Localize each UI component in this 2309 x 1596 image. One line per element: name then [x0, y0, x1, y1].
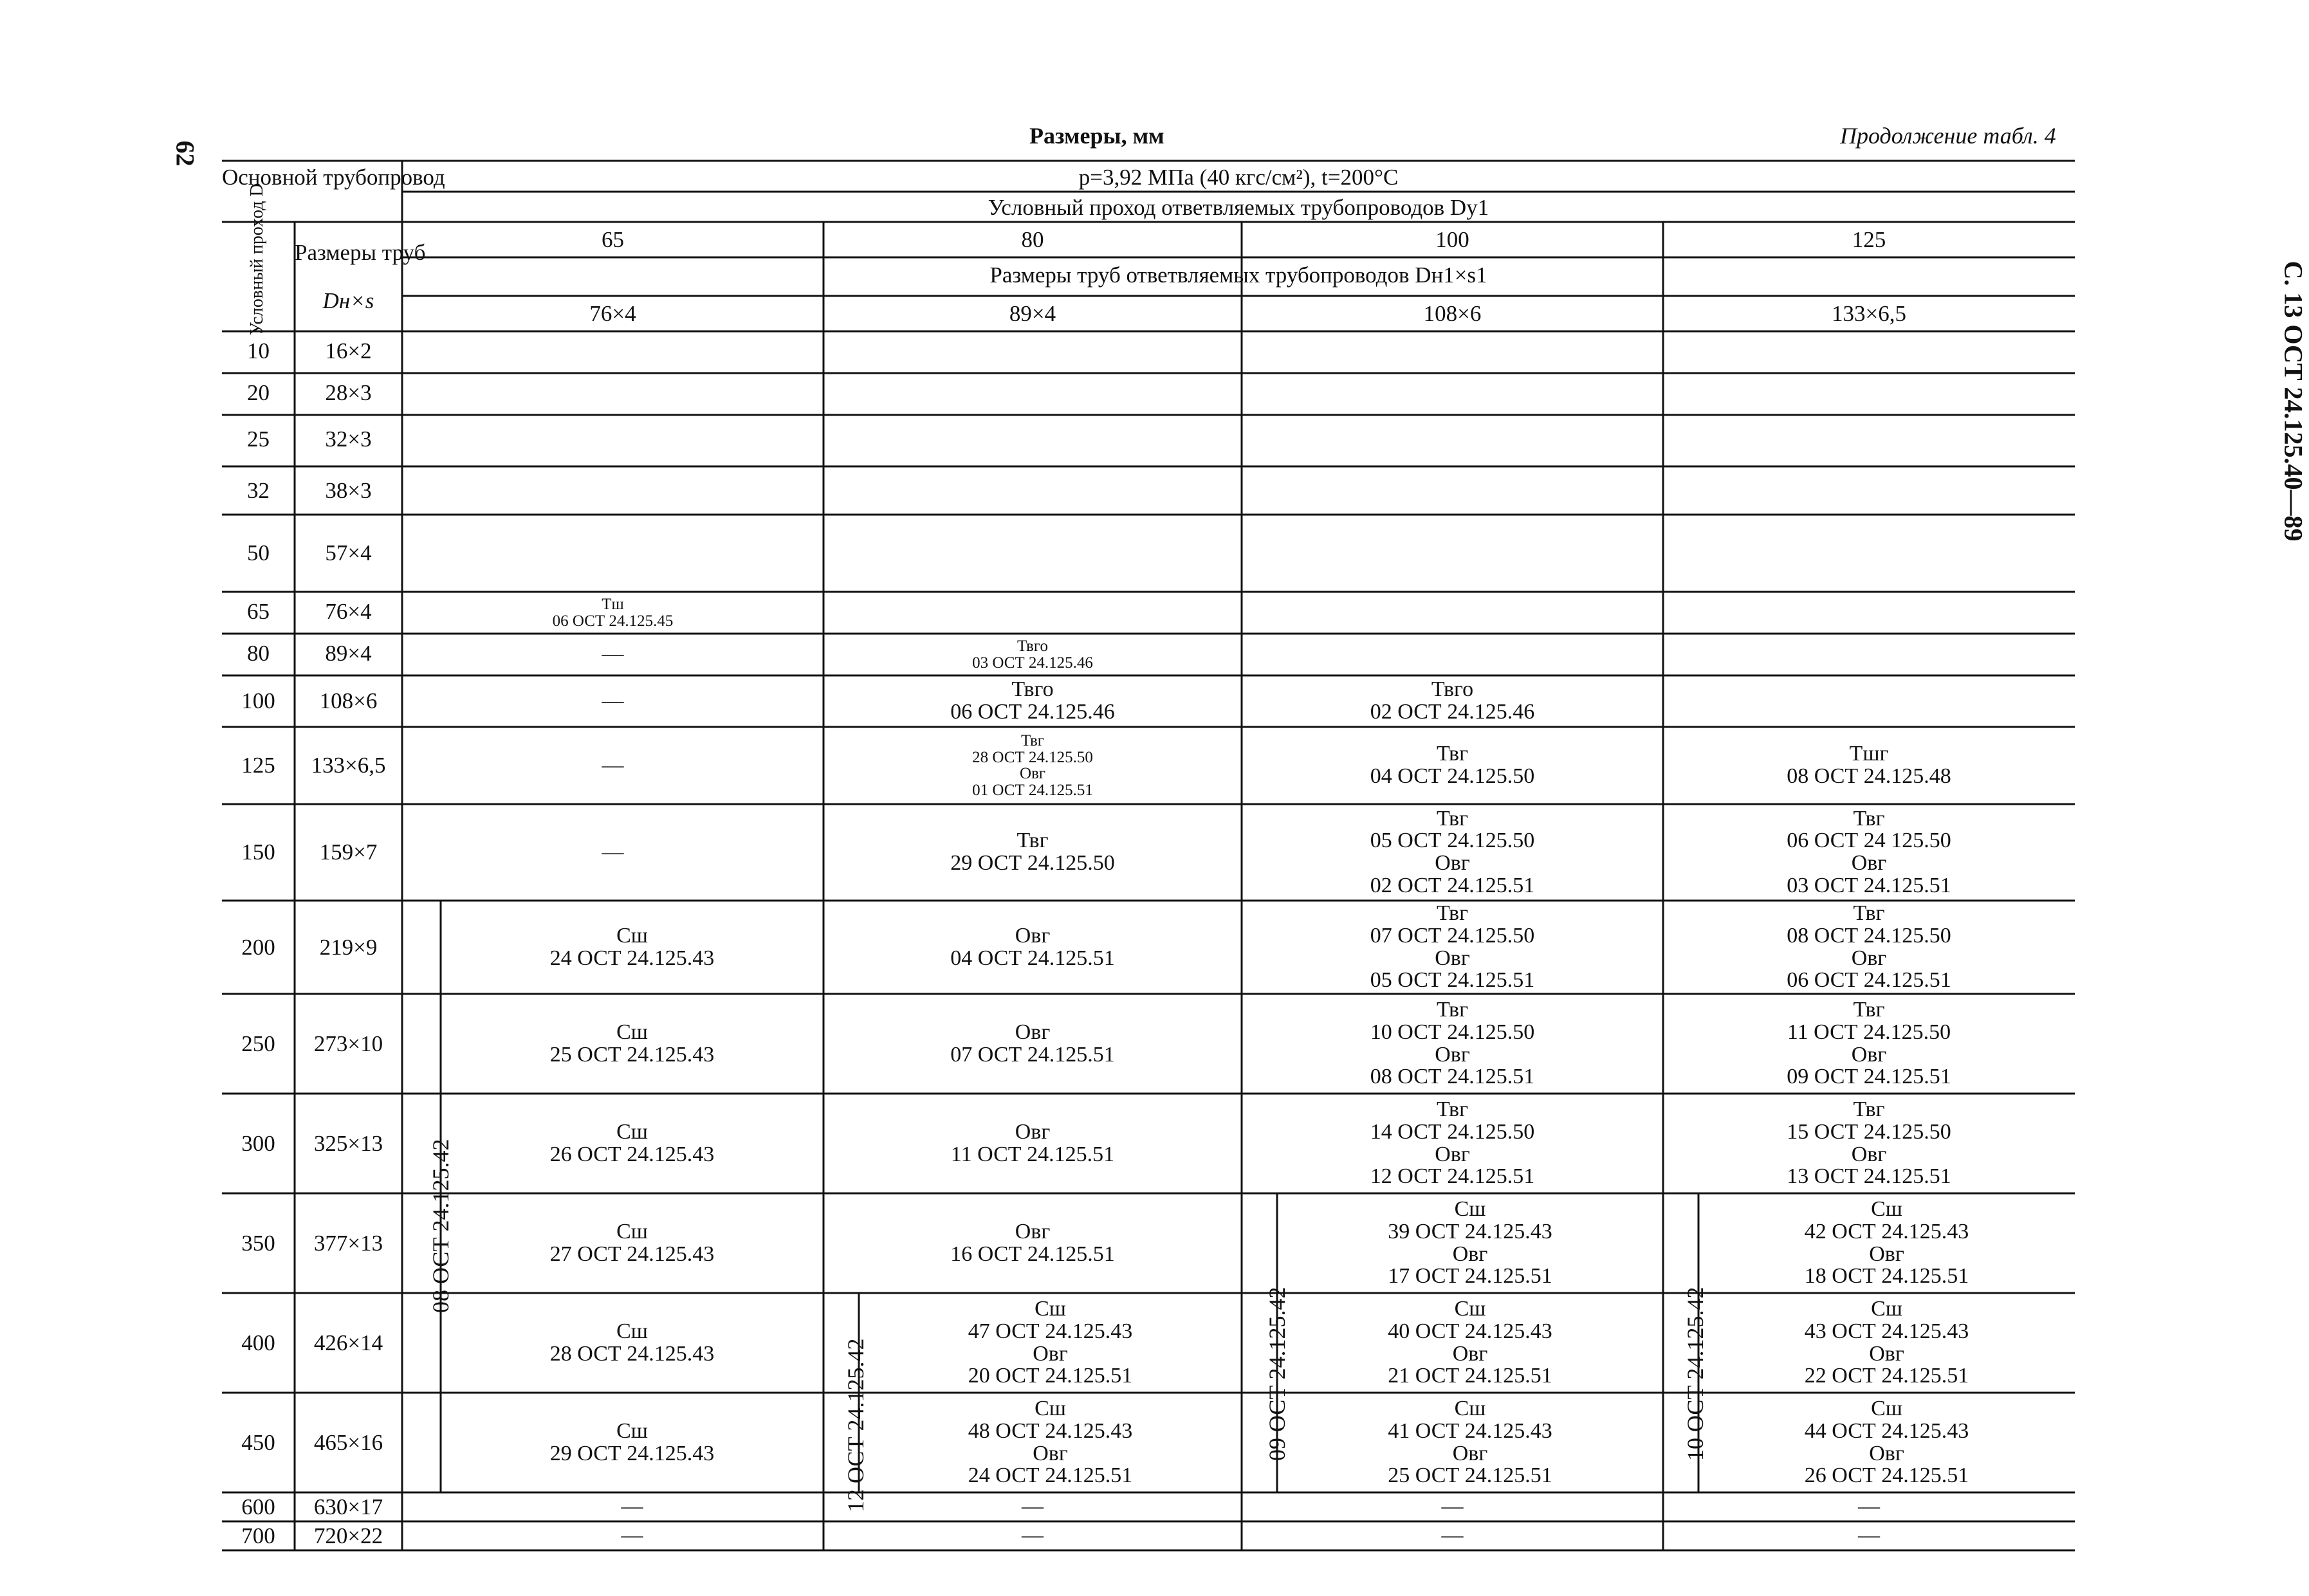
cell-line: 01 ОСТ 24.125.51	[972, 781, 1093, 799]
cell-line: 12 ОСТ 24.125.51	[1370, 1164, 1535, 1189]
row-size: 273×10	[313, 1031, 383, 1056]
cell-line: Твг	[1436, 742, 1469, 766]
cell-line: Сш	[616, 923, 648, 948]
table-cell	[823, 733, 1242, 798]
cell-line: Твг	[1436, 901, 1469, 926]
row-dy: 32	[247, 478, 270, 503]
row-size: 465×16	[313, 1430, 383, 1455]
table-units-caption: Размеры, мм	[1029, 123, 1164, 149]
cell-line: Твг	[1853, 1097, 1885, 1122]
cell-line: 48 ОСТ 24.125.43	[968, 1418, 1133, 1443]
dash-mark: —	[602, 839, 624, 864]
row-dy: 125	[241, 753, 275, 778]
cell-line: 07 ОСТ 24.125.51	[950, 1042, 1115, 1067]
branch-size-100: 108×6	[1423, 301, 1482, 326]
cell-line: Твг	[1853, 806, 1885, 830]
cell-line: 25 ОСТ 24.125.51	[1388, 1463, 1552, 1488]
cell-line: Сш	[1454, 1397, 1486, 1421]
cell-line: Овг	[1435, 946, 1470, 970]
dash-mark: —	[1022, 1523, 1044, 1548]
cell-line: Тш	[602, 596, 624, 613]
cell-line: Овг	[1033, 1441, 1068, 1465]
row-dy: 100	[241, 688, 275, 713]
cell-line: Сш	[1871, 1297, 1902, 1321]
cell-line: Твг	[1017, 829, 1049, 853]
table-cell	[1698, 1298, 2075, 1388]
cell-line: 02 ОСТ 24.125.46	[1370, 700, 1535, 724]
row-size: 720×22	[313, 1523, 383, 1548]
vertical-standard-col80: 12 ОСТ 24.125.42	[843, 1338, 869, 1512]
table-cell	[402, 841, 823, 864]
cell-line: Сш	[616, 1319, 648, 1343]
dash-mark: —	[1858, 1494, 1880, 1519]
vertical-standard-col65: 08 ОСТ 24.125.42	[428, 1139, 454, 1313]
cell-line: Сш	[1035, 1297, 1066, 1321]
dash-mark: —	[1441, 1523, 1464, 1548]
cell-line: Овг	[1851, 1142, 1887, 1166]
vertical-standard-col100: 09 ОСТ 24.125.42	[1264, 1287, 1290, 1461]
cell-line: 29 ОСТ 24.125.43	[549, 1441, 715, 1465]
branch-size-65: 76×4	[589, 301, 636, 326]
cell-line: Овг	[1033, 1341, 1068, 1366]
table-cell	[1663, 808, 2075, 897]
cell-line: Овг	[1435, 1042, 1470, 1067]
table-cell	[1277, 1298, 1663, 1388]
cell-line: Твг	[1436, 1097, 1469, 1122]
cell-line: 15 ОСТ 24.125.50	[1787, 1119, 1951, 1144]
cell-line: 28 ОСТ 24.125.50	[972, 748, 1093, 766]
cell-line: Сш	[1871, 1397, 1902, 1421]
table-cell	[1698, 1398, 2075, 1487]
branch-dy-100: 100	[1435, 227, 1469, 252]
table-cell	[823, 1221, 1242, 1265]
cell-line: Твг	[1853, 901, 1885, 926]
row-size: 630×17	[313, 1494, 383, 1519]
row-size: 28×3	[325, 380, 372, 405]
table-cell	[823, 679, 1242, 723]
cell-line: Сш	[616, 1219, 648, 1243]
table-cell	[441, 925, 823, 969]
vertical-standard-col125: 10 ОСТ 24.125.42	[1682, 1287, 1708, 1461]
corner-title: Основной трубопровод	[222, 165, 445, 190]
table-cell	[1242, 1099, 1663, 1188]
cell-line: Сш	[1871, 1197, 1902, 1222]
cell-line: Овг	[1452, 1341, 1488, 1366]
cell-line: 04 ОСТ 24.125.50	[1370, 764, 1535, 788]
cell-line: Овг	[1015, 1020, 1051, 1044]
row-dy: 400	[241, 1330, 275, 1355]
cell-line: Сш	[1454, 1297, 1486, 1321]
col-size-sub: Dн×s	[322, 288, 374, 313]
table-cell	[1663, 1099, 2075, 1188]
cell-line: 08 ОСТ 24.125.48	[1787, 764, 1951, 788]
cell-line: Твг	[1020, 732, 1045, 749]
cell-line: Овг	[1851, 1042, 1887, 1067]
table-cell	[1663, 1525, 2075, 1547]
cell-line: 24 ОСТ 24.125.43	[549, 946, 715, 970]
table-cell	[823, 1022, 1242, 1066]
table-cell	[1663, 743, 2075, 787]
table-cell	[823, 1496, 1242, 1518]
table-cell	[1242, 1525, 1663, 1547]
row-size: 32×3	[325, 427, 372, 452]
page-number: 62	[170, 140, 200, 167]
cell-line: 05 ОСТ 24.125.51	[1370, 968, 1535, 993]
cell-line: 09 ОСТ 24.125.51	[1787, 1065, 1951, 1089]
cell-line: 42 ОСТ 24.125.43	[1804, 1219, 1969, 1243]
col-dy-header: Условный проход D	[247, 183, 267, 335]
row-size: 219×9	[319, 935, 378, 960]
row-size: 76×4	[325, 599, 372, 624]
cell-line: 06 ОСТ 24 125.50	[1787, 829, 1951, 853]
table-cell	[1242, 1496, 1663, 1518]
table-cell	[859, 1398, 1242, 1487]
row-size: 108×6	[319, 688, 378, 713]
cell-line: Сш	[616, 1418, 648, 1443]
table-cell	[823, 830, 1242, 874]
dash-mark: —	[621, 1523, 643, 1548]
table-cell	[1663, 1496, 2075, 1518]
cell-line: 08 ОСТ 24.125.50	[1787, 923, 1951, 948]
table-cell	[402, 690, 823, 713]
table-cell	[441, 1420, 823, 1465]
cell-line: 29 ОСТ 24.125.50	[950, 851, 1115, 875]
table-cell	[1242, 743, 1663, 787]
row-size: 377×13	[313, 1231, 383, 1256]
branch-size-125: 133×6,5	[1832, 301, 1906, 326]
table-cell	[402, 596, 823, 629]
cell-line: Твг	[1436, 998, 1469, 1022]
cell-line: 04 ОСТ 24.125.51	[950, 946, 1115, 970]
cell-line: Овг	[1015, 1119, 1051, 1144]
branch-size-80: 89×4	[1009, 301, 1056, 326]
row-dy: 200	[241, 935, 275, 960]
table-cell	[441, 1321, 823, 1365]
cell-line: 16 ОСТ 24.125.51	[950, 1242, 1115, 1266]
cell-line: 24 ОСТ 24.125.51	[968, 1463, 1133, 1488]
cell-line: 11 ОСТ 24.125.51	[950, 1142, 1115, 1166]
cell-line: Овг	[1435, 851, 1470, 875]
cell-line: 25 ОСТ 24.125.43	[549, 1042, 715, 1067]
col-size-header: Размеры труб	[295, 240, 426, 265]
cell-line: Твг	[1853, 998, 1885, 1022]
cell-line: 21 ОСТ 24.125.51	[1388, 1364, 1552, 1388]
cell-line: 03 ОСТ 24.125.51	[1787, 873, 1951, 897]
cell-line: Овг	[1869, 1341, 1904, 1366]
row-dy: 700	[241, 1523, 275, 1548]
dash-mark: —	[602, 688, 624, 713]
table-cell	[823, 638, 1242, 671]
cell-line: 28 ОСТ 24.125.43	[549, 1341, 715, 1366]
dash-mark: —	[1022, 1494, 1044, 1519]
cell-line: 47 ОСТ 24.125.43	[968, 1319, 1133, 1343]
table-cell	[1663, 999, 2075, 1088]
cell-line: Сш	[616, 1020, 648, 1044]
cell-line: Овг	[1869, 1242, 1904, 1266]
cell-line: Овг	[1452, 1242, 1488, 1266]
row-size: 89×4	[325, 641, 372, 666]
cell-line: Сш	[1035, 1397, 1066, 1421]
row-dy: 25	[247, 427, 270, 452]
table-cell	[441, 1022, 823, 1066]
cell-line: 14 ОСТ 24.125.50	[1370, 1119, 1535, 1144]
row-dy: 250	[241, 1031, 275, 1056]
row-dy: 65	[247, 599, 270, 624]
cell-line: Овг	[1452, 1441, 1488, 1465]
row-size: 38×3	[325, 478, 372, 503]
table-cell	[441, 1496, 823, 1518]
cell-line: 39 ОСТ 24.125.43	[1388, 1219, 1552, 1243]
cell-line: 26 ОСТ 24.125.43	[549, 1142, 715, 1166]
cell-line: 03 ОСТ 24.125.46	[972, 654, 1093, 672]
dash-mark: —	[602, 753, 624, 777]
table-cell	[1663, 903, 2075, 992]
table-cell	[823, 1121, 1242, 1166]
row-size: 159×7	[319, 839, 378, 865]
cell-line: 18 ОСТ 24.125.51	[1804, 1264, 1969, 1289]
row-dy: 150	[241, 839, 275, 865]
cell-line: 06 ОСТ 24.125.51	[1787, 968, 1951, 993]
cell-line: Сш	[616, 1119, 648, 1144]
cell-line: 20 ОСТ 24.125.51	[968, 1364, 1133, 1388]
table-cell	[1242, 903, 1663, 992]
cell-line: 43 ОСТ 24.125.43	[1804, 1319, 1969, 1343]
cell-line: 13 ОСТ 24.125.51	[1787, 1164, 1951, 1189]
row-dy: 80	[247, 641, 270, 666]
cell-line: Овг	[1869, 1441, 1904, 1465]
branch-dy-125: 125	[1852, 227, 1886, 252]
cell-line: 22 ОСТ 24.125.51	[1804, 1364, 1969, 1388]
cell-line: 07 ОСТ 24.125.50	[1370, 923, 1535, 948]
table-cell	[441, 1525, 823, 1547]
cell-line: Овг	[1015, 1219, 1051, 1243]
cell-line: Тшг	[1849, 742, 1889, 766]
cell-line: 40 ОСТ 24.125.43	[1388, 1319, 1552, 1343]
row-size: 426×14	[313, 1330, 383, 1355]
cell-line: 06 ОСТ 24.125.46	[950, 700, 1115, 724]
cell-line: Твго	[1431, 677, 1474, 702]
table-cell	[1698, 1198, 2075, 1288]
row-dy: 20	[247, 380, 270, 405]
cell-line: 06 ОСТ 24.125.45	[552, 612, 674, 630]
dash-mark: —	[602, 642, 624, 666]
table-cell	[1277, 1398, 1663, 1487]
row-dy: 350	[241, 1231, 275, 1256]
row-size: 16×2	[325, 338, 372, 363]
row-dy: 300	[241, 1131, 275, 1156]
cell-line: 10 ОСТ 24.125.50	[1370, 1020, 1535, 1044]
cell-line: Твго	[1011, 677, 1054, 702]
table-cell	[1242, 808, 1663, 897]
cell-line: Овг	[1435, 1142, 1470, 1166]
table-cell	[402, 643, 823, 666]
table-continuation-caption: Продолжение табл. 4	[1840, 123, 2056, 149]
dash-mark: —	[1858, 1523, 1880, 1548]
side-standard-label: С. 13 ОСТ 24.125.40—89	[2279, 261, 2308, 542]
branch-dy-80: 80	[1021, 227, 1044, 252]
dash-mark: —	[1441, 1494, 1464, 1519]
row-size: 325×13	[313, 1131, 383, 1156]
cell-line: 08 ОСТ 24.125.51	[1370, 1065, 1535, 1089]
table-cell	[441, 1221, 823, 1265]
cell-line: Овг	[1851, 946, 1887, 970]
cell-line: 27 ОСТ 24.125.43	[549, 1242, 715, 1266]
cell-line: 44 ОСТ 24.125.43	[1804, 1418, 1969, 1443]
cell-line: Овг	[1851, 851, 1887, 875]
branch-dy-65: 65	[602, 227, 624, 252]
cell-line: 11 ОСТ 24.125.50	[1787, 1020, 1951, 1044]
pressure-title: p=3,92 МПа (40 кгс/см²), t=200°C	[1078, 165, 1399, 190]
cell-line: 26 ОСТ 24.125.51	[1804, 1463, 1969, 1488]
table-cell	[441, 1121, 823, 1166]
branch-size-title: Размеры труб ответвляемых трубопроводов Dн1×s1	[989, 262, 1487, 288]
table-cell	[823, 1525, 1242, 1547]
row-dy: 600	[241, 1494, 275, 1519]
row-size: 133×6,5	[311, 753, 386, 778]
cell-line: Овг	[1015, 923, 1051, 948]
cell-line: Твго	[1017, 637, 1048, 655]
row-dy: 10	[247, 338, 270, 363]
cell-line: 17 ОСТ 24.125.51	[1388, 1264, 1552, 1289]
table-cell	[1277, 1198, 1663, 1288]
table-cell	[402, 755, 823, 777]
cell-line: Сш	[1454, 1197, 1486, 1222]
cell-line: Овг	[1019, 765, 1046, 782]
branch-dy-title: Условный проход ответвляемых трубопроводов Dу1	[988, 195, 1489, 220]
table-cell	[1242, 999, 1663, 1088]
row-dy: 50	[247, 540, 270, 565]
cell-line: 41 ОСТ 24.125.43	[1388, 1418, 1552, 1443]
row-size: 57×4	[325, 540, 372, 565]
table-cell	[1242, 679, 1663, 723]
cell-line: 02 ОСТ 24.125.51	[1370, 873, 1535, 897]
dash-mark: —	[621, 1494, 643, 1519]
cell-line: Твг	[1436, 806, 1469, 830]
cell-line: 05 ОСТ 24.125.50	[1370, 829, 1535, 853]
table-cell	[859, 1298, 1242, 1388]
row-dy: 450	[241, 1430, 275, 1455]
table-cell	[823, 925, 1242, 969]
